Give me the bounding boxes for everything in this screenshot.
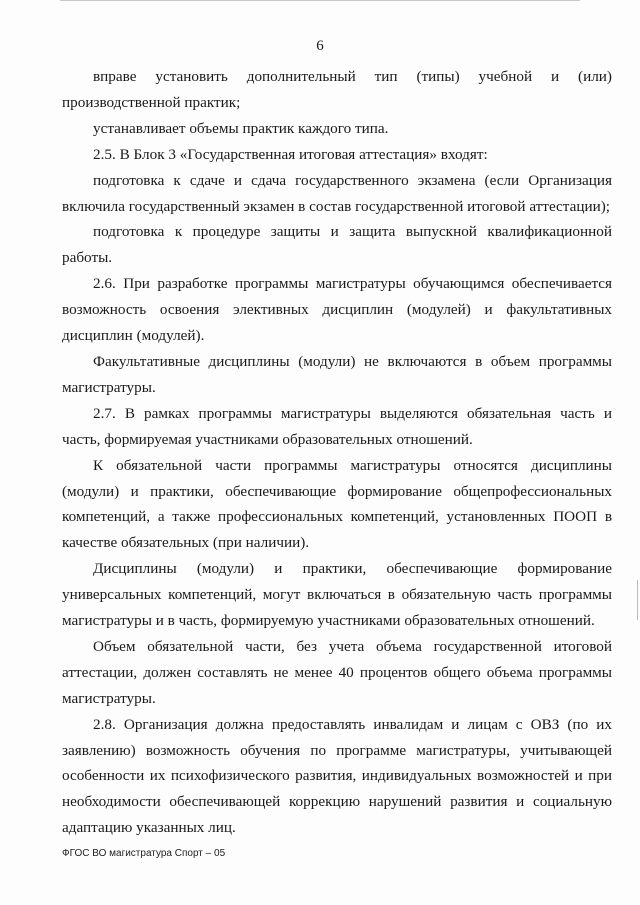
paragraph-block3-heading: 2.5. В Блок 3 «Государственная итоговая аттестация» входят: — [93, 145, 488, 163]
page-number: 6 — [316, 38, 324, 54]
paragraph-program-parts: 2.7. В рамках программы магистратуры выделяются обязательная часть и часть, формируемая участниками образовательных отношений. — [62, 404, 612, 448]
paragraph-mandatory-part: К обязательной части программы магистратуры относятся дисциплины (модули) и практики, обеспечивающие формирование общепрофессиональных компетенций, а также профессиональных компетенций, установленных ПООП в качестве обязательных (при наличии). — [62, 456, 612, 552]
paragraph-disabled-students: 2.8. Организация должна предоставлять инвалидам и лицам с ОВЗ (по их заявлению) возможность обучения по программе магистратуры, учитывающей особенности их психофизического развития, индивидуальных возможностей и при необходимости обеспечивающей коррекцию нарушений развития и социальную адаптацию указанных лиц. — [62, 715, 612, 837]
paragraph-elective-disciplines: 2.6. При разработке программы магистратуры обучающимся обеспечивается возможность освоения элективных дисциплин (модулей) и факультативных дисциплин (модулей). — [62, 275, 612, 345]
paragraph-practice-type: вправе установить дополнительный тип (типы) учебной и (или) производственной практик; — [62, 68, 612, 111]
page-footer: ФГОС ВО магистратура Спорт – 05 — [62, 848, 226, 859]
paragraph-thesis-defense: подготовка к процедуре защиты и защита выпускной квалификационной работы. — [62, 223, 612, 267]
paragraph-universal-competencies: Дисциплины (модули) и практики, обеспечивающие формирование универсальных компетенций, могут включаться в обязательную часть программы магистратуры и в часть, формируемую участниками образовательных отношений. — [62, 560, 612, 630]
body-text — [62, 64, 612, 841]
paragraph-optional-disciplines: Факультативные дисциплины (модули) не включаются в объем программы магистратуры. — [62, 352, 612, 396]
paragraph-state-exam: подготовка к сдаче и сдача государственного экзамена (если Организация включила государственный экзамен в состав государственной итоговой аттестации); — [62, 171, 612, 215]
scan-edge-line — [60, 0, 580, 1]
scan-edge-mark — [637, 580, 638, 620]
paragraph-mandatory-volume: Объем обязательной части, без учета объема государственной итоговой аттестации, должен составлять не менее 40 процентов общего объема программы магистратуры. — [62, 637, 612, 707]
paragraph-practice-volume: устанавливает объемы практик каждого типа. — [93, 119, 389, 137]
